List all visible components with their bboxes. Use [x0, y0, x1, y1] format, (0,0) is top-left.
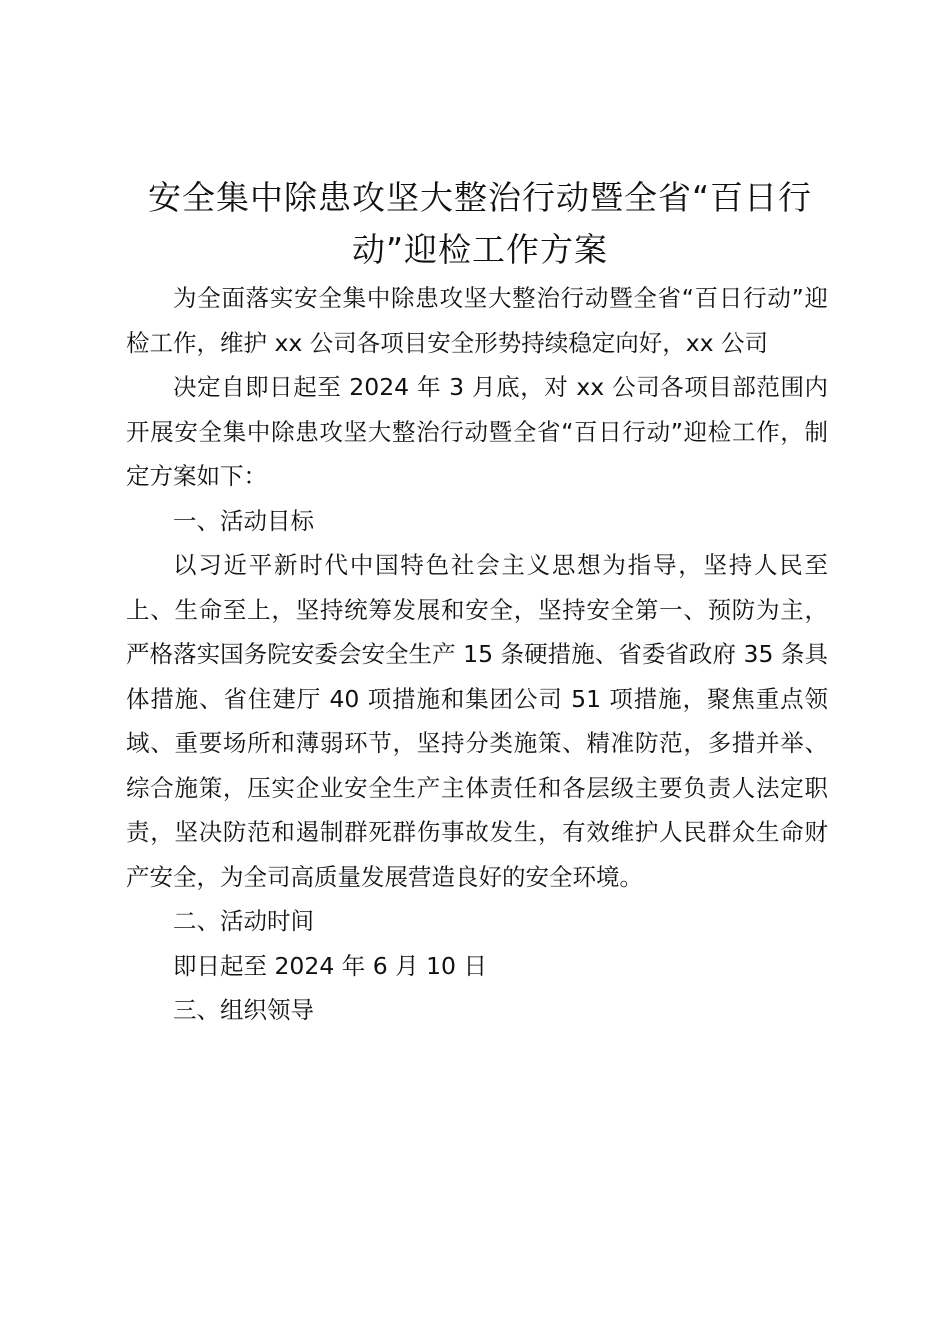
document-title: 安全集中除患攻坚大整治行动暨全省“百日行动”迎检工作方案 — [147, 178, 813, 269]
document-body — [126, 276, 828, 1033]
section-heading-leadership: 三、组织领导 — [173, 996, 314, 1024]
decision-paragraph: 决定自即日起至 2024 年 3 月底，对 xx 公司各项目部范围内开展安全集中除患攻坚大整治行动暨全省“百日行动”迎检工作，制定方案如下： — [126, 373, 828, 490]
goals-paragraph: 以习近平新时代中国特色社会主义思想为指导，坚持人民至上、生命至上，坚持统筹发展和安全，坚持安全第一、预防为主，严格落实国务院安委会安全生产 15 条硬措施、省委省政府 35 条具体措施、省住建厅 40 项措施和集团公司 51 项措施，聚焦重点领域、重要场所和薄弱环节，坚持分类施策、精准防范，多措并举、综合施策，压实企业安全生产主体责任和各层级主要负责人法定职责，坚决防范和遏制群死群伤事故发生，有效维护人民群众生命财产安全，为全司高质量发展营造良好的安全环境。 — [126, 551, 828, 891]
intro-paragraph: 为全面落实安全集中除患攻坚大整治行动暨全省“百日行动”迎检工作，维护 xx 公司各项目安全形势持续稳定向好，xx 公司 — [126, 284, 828, 357]
section-heading-goals: 一、活动目标 — [173, 506, 314, 535]
time-paragraph: 即日起至 2024 年 6 月 10 日 — [173, 951, 487, 980]
section-heading-time: 二、活动时间 — [173, 907, 314, 935]
